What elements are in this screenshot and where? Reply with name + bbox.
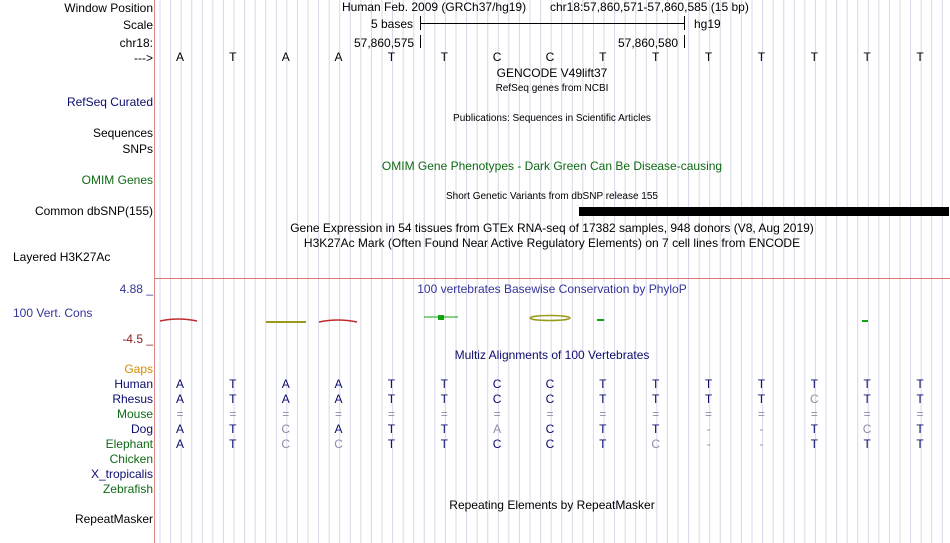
refseq-ncbi-title[interactable]: RefSeq genes from NCBI <box>495 83 609 94</box>
base-letter: C <box>334 437 343 451</box>
base-letter: C <box>651 437 661 451</box>
base-letter: T <box>599 437 607 451</box>
base-letter: T <box>229 422 237 436</box>
track-label-refseq[interactable]: RefSeq Curated <box>66 95 153 109</box>
base-letter: - <box>759 422 764 436</box>
base-letter: C <box>281 437 291 451</box>
base-letter: T <box>757 50 766 64</box>
species-label-chicken: Chicken <box>109 452 153 466</box>
base-letter: T <box>229 377 237 391</box>
base-letter: C <box>492 377 502 391</box>
alignment-row-human <box>0 377 950 391</box>
base-letter: A <box>334 392 343 406</box>
base-letter: T <box>387 377 396 391</box>
base-letter: T <box>387 422 396 436</box>
base-letter: A <box>175 437 184 451</box>
base-letter: T <box>916 50 924 64</box>
base-letter: T <box>387 392 396 406</box>
base-letter: = <box>546 407 554 421</box>
gtex-title[interactable]: Gene Expression in 54 tissues from GTEx RNA-seq of 17382 samples, 948 donors (V8, Aug 2019) <box>290 221 814 235</box>
base-letter: T <box>229 437 237 451</box>
base-letter: C <box>862 422 872 436</box>
h3k27ac-title[interactable]: H3K27Ac Mark (Often Found Near Active Regulatory Elements) on 7 cell lines from ENCODE <box>303 236 801 250</box>
base-letter: T <box>229 392 237 406</box>
track-label-gaps[interactable]: Gaps <box>124 362 153 376</box>
position-readout: chr18:57,860,571-57,860,585 (15 bp) <box>550 0 749 14</box>
base-letter: A <box>175 377 184 391</box>
base-letter: A <box>334 50 343 64</box>
track-label-h3k27ac[interactable]: Layered H3K27Ac <box>13 250 111 264</box>
base-letter: T <box>863 392 871 406</box>
base-letter: T <box>440 437 448 451</box>
scale-db: hg19 <box>694 17 721 31</box>
coord-right-tick <box>684 35 685 48</box>
scale-label: Scale <box>122 18 153 32</box>
base-letter: T <box>440 50 448 64</box>
base-letter: = <box>757 407 765 421</box>
base-letter: T <box>916 437 924 451</box>
scale-bar-right-tick <box>684 16 685 30</box>
base-letter: C <box>492 50 502 64</box>
conservation-title[interactable]: 100 vertebrates Basewise Conservation by PhyloP <box>417 282 687 296</box>
base-letter: T <box>652 50 660 64</box>
base-letter: C <box>545 422 555 436</box>
coord-right: 57,860,580 <box>618 36 679 50</box>
base-letter: A <box>281 392 290 406</box>
track-label-repeatmasker[interactable]: RepeatMasker <box>74 512 153 526</box>
species-label-dog: Dog <box>130 422 153 436</box>
base-letter: = <box>229 407 237 421</box>
base-letter: = <box>599 407 607 421</box>
base-letter: = <box>335 407 343 421</box>
base-letter: T <box>704 392 713 406</box>
coord-left-tick <box>420 35 421 48</box>
track-label-dbsnp[interactable]: Common dbSNP(155) <box>34 204 153 218</box>
scale-bar-left-tick <box>420 16 421 30</box>
base-letter: C <box>545 392 555 406</box>
base-letter: - <box>706 422 711 436</box>
track-label-cons[interactable]: 100 Vert. Cons <box>13 306 93 320</box>
publications-title[interactable]: Publications: Sequences in Scientific Articles <box>453 113 651 124</box>
base-letter: = <box>916 407 924 421</box>
base-letter: T <box>440 422 448 436</box>
base-letter: T <box>863 50 871 64</box>
species-label-xtropicalis: X_tropicalis <box>90 467 153 481</box>
base-letter: A <box>175 392 184 406</box>
base-letter: A <box>493 422 502 436</box>
alignment-row-rhesus <box>0 392 950 406</box>
base-letter: T <box>229 50 237 64</box>
base-letter: T <box>387 50 396 64</box>
alignment-row-dog <box>0 422 950 436</box>
track-label-snps[interactable]: SNPs <box>122 142 153 156</box>
base-letter: T <box>810 437 818 451</box>
base-letter: C <box>545 377 555 391</box>
species-label-zebrafish: Zebrafish <box>102 482 153 496</box>
base-letter: T <box>810 422 818 436</box>
dbsnp-feature-bar[interactable] <box>579 207 949 216</box>
coord-left: 57,860,575 <box>354 36 415 50</box>
base-letter: T <box>599 50 607 64</box>
base-letter: C <box>492 392 502 406</box>
base-letter: T <box>652 422 660 436</box>
base-letter: A <box>175 422 184 436</box>
cons-min-label: -4.5 _ <box>122 332 153 346</box>
omim-phenotypes-title[interactable]: OMIM Gene Phenotypes - Dark Green Can Be Disease-causing <box>381 159 723 173</box>
base-letter: T <box>652 392 660 406</box>
base-letter: C <box>809 392 819 406</box>
base-letter: T <box>599 392 607 406</box>
base-letter: T <box>652 377 660 391</box>
base-letter: A <box>334 377 343 391</box>
base-letter: T <box>757 392 766 406</box>
track-label-sequences[interactable]: Sequences <box>92 126 153 140</box>
label-divider <box>154 0 155 543</box>
cons-max-label: 4.88 _ <box>119 282 153 296</box>
assembly-title: Human Feb. 2009 (GRCh37/hg19) <box>342 0 527 14</box>
base-letter: T <box>810 377 818 391</box>
base-letter: T <box>916 422 924 436</box>
track-separator <box>154 278 950 279</box>
conservation-wiggle <box>0 310 950 330</box>
base-letter: A <box>281 377 290 391</box>
base-letter: T <box>704 50 713 64</box>
base-letter: = <box>810 407 818 421</box>
base-letter: C <box>492 437 502 451</box>
base-letter: C <box>545 437 555 451</box>
base-letter: T <box>757 377 766 391</box>
base-letter: T <box>863 437 871 451</box>
dbsnp-title[interactable]: Short Genetic Variants from dbSNP release 155 <box>446 191 658 202</box>
base-letter: = <box>652 407 660 421</box>
base-letter: - <box>706 437 711 451</box>
chrom-label: chr18: <box>119 36 153 50</box>
base-letter: T <box>440 392 448 406</box>
base-letter: T <box>916 392 924 406</box>
base-letter: T <box>387 437 396 451</box>
base-letter: T <box>440 377 448 391</box>
species-label-elephant: Elephant <box>105 437 153 451</box>
base-letter: = <box>863 407 871 421</box>
base-sequence-row <box>0 50 950 64</box>
base-letter: A <box>334 422 343 436</box>
base-letter: T <box>810 50 818 64</box>
base-letter: = <box>387 407 395 421</box>
track-label-omim[interactable]: OMIM Genes <box>81 173 153 187</box>
base-letter: = <box>705 407 713 421</box>
repeatmasker-title[interactable]: Repeating Elements by RepeatMasker <box>449 498 655 512</box>
base-letter: T <box>916 377 924 391</box>
base-letter: = <box>176 407 184 421</box>
scale-bar <box>420 23 684 24</box>
alignment-row-elephant <box>0 437 950 451</box>
base-letter: = <box>282 407 290 421</box>
base-letter: - <box>759 437 764 451</box>
gencode-title[interactable]: GENCODE V49lift37 <box>496 66 608 80</box>
base-letter: T <box>599 422 607 436</box>
base-letter: A <box>281 50 290 64</box>
base-letter: T <box>704 377 713 391</box>
base-letter: C <box>281 422 291 436</box>
alignment-row-mouse <box>0 407 950 421</box>
base-letter: T <box>863 377 871 391</box>
scale-text: 5 bases <box>371 17 414 31</box>
multiz-title[interactable]: Multiz Alignments of 100 Vertebrates <box>454 348 650 362</box>
base-letter: T <box>599 377 607 391</box>
base-letter: = <box>493 407 501 421</box>
strand-label: ---> <box>134 51 153 65</box>
species-label-mouse: Mouse <box>116 407 153 421</box>
base-letter: A <box>175 50 184 64</box>
window-position-label: Window Position <box>64 1 153 15</box>
species-label-rhesus: Rhesus <box>112 392 153 406</box>
base-letter: = <box>440 407 448 421</box>
species-label-human: Human <box>114 377 153 391</box>
base-letter: C <box>545 50 555 64</box>
